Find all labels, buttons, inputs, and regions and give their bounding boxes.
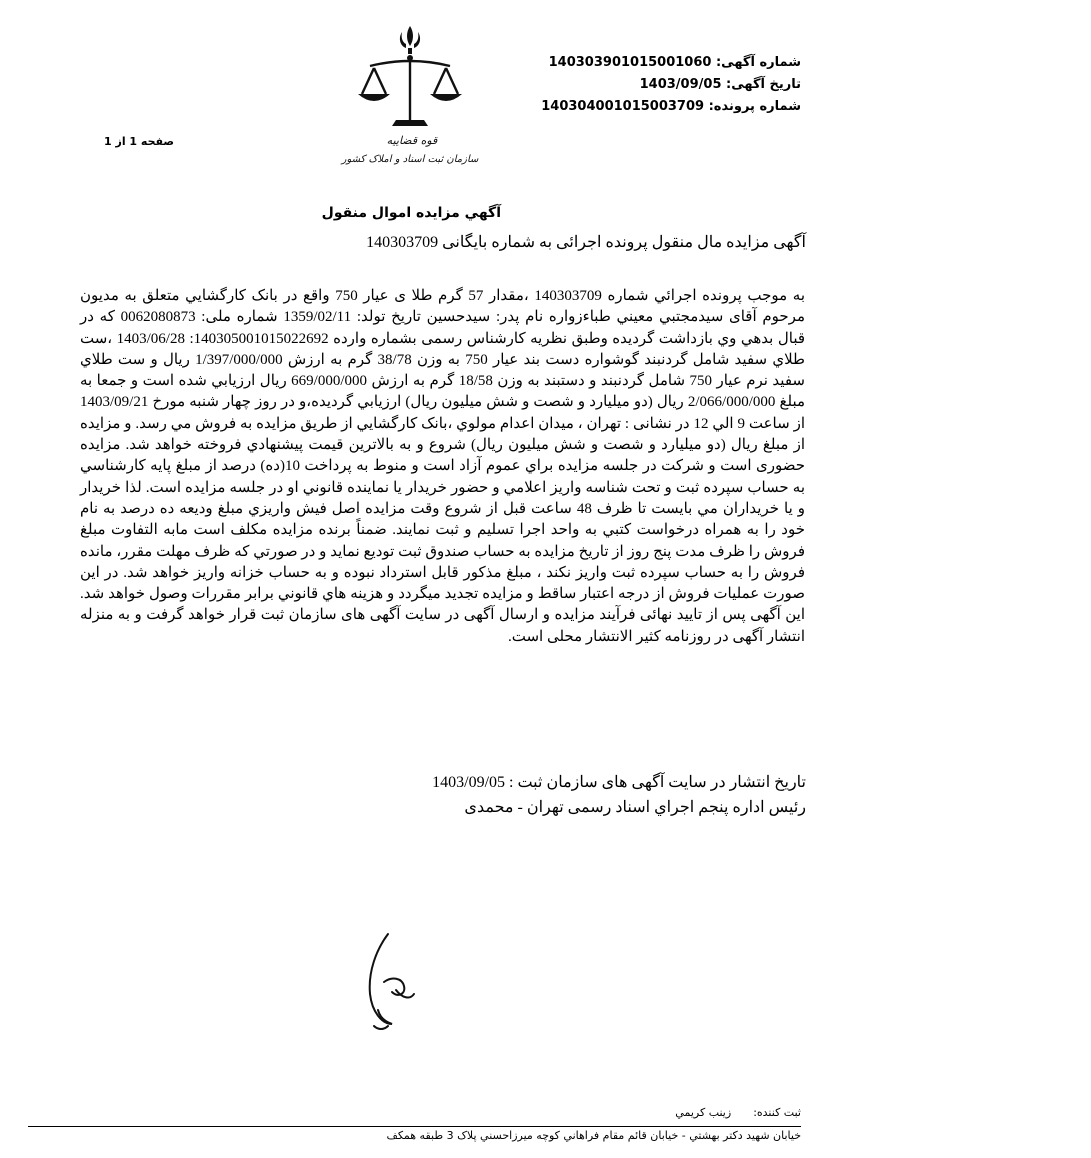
- ad-number: 140303901015001060: [548, 55, 712, 70]
- case-number-label: شماره پرونده:: [708, 99, 801, 114]
- ad-number-label: شماره آگهی:: [715, 55, 801, 70]
- registrar-label: ثبت کننده:: [753, 1106, 801, 1119]
- judiciary-logo: [340, 22, 480, 172]
- case-number: 140304001015003709: [541, 99, 705, 114]
- body-paragraph: به موجب پرونده اجرائي شماره 140303709 ،مقدار 57 گرم طلا ی عیار 750 واقع در بانک کارگشايي متعلق به مديون مرحوم آقای سیدمجتبي معیني طباءزواره نام پدر: سیدحسین تاريخ تولد: 1359/02/11 شماره ملی: 0062080873 که در قبال بدهي وي بازداشت گرديده وطبق نظريه کارشناس رسمی بشماره وارده 140305001015022692: 1403/06/28 ،ست طلاي سفيد شامل گردنبند گوشواره دست بند عيار 750 به وزن 38/78 گرم به ارزش 1/397/000/000 ريال و ست طلاي سفيد نرم عيار 750 شامل گردنبند و دستبند به وزن 18/58 گرم به ارزش 669/000/000 ريال ارزيابي شده است و جمعا به مبلغ 2/066/000/000 ريال (دو ميليارد و شصت و شش ميليون ريال) ارزيابي گرديده،و در روز چهار شنبه مورخ 1403/09/21 از ساعت 9 الي 12 در نشانی : تهران ، ميدان اعدام مولوي ،بانک کارگشايي از طريق مزايده به فروش مي رسد. و مزايده از مبلغ ريال (دو ميليارد و شصت و شش ميليون ريال) شروع و به بالاترين قيمت پيشنهادي فروخته خواهد شد. مزايده حضوری است و شرکت در جلسه مزايده براي عموم آزاد است و منوط به پرداخت 10(ده) درصد از مبلغ پايه کارشناسي به حساب سپرده ثبت و تحت شناسه واريز اعلامي و حضور خريدار يا نماينده قانوني او در جلسه مزايده است. لذا خريدار و يا خريداران مي بايست تا ظرف 48 ساعت قبل از شروع وقت مزايده اصل فيش واريزي مبلغ وديعه ده درصد به نام خود را به همراه درخواست کتبي به واحد اجرا تسليم و ثبت نمايند. ضمناً برنده مزايده مکلف است مابه التفاوت مبلغ فروش را ظرف مدت پنج روز از تاريخ مزايده به حساب صندوق ثبت توديع نمايد و در صورتي که ظرف مهلت مقرر، مانده فروش را به حساب سپرده ثبت واريز نکند ، مبلغ مذکور قابل استرداد نبوده و به حساب خزانه واريز خواهد شد. در اين صورت عمليات فروش از درجه اعتبار ساقط و مزايده تجديد ميگردد و هزينه هاي قانوني برابر مقررات وصول خواهد شد. این آگهی پس از تایید نهائی فرآیند مزایده و ارسال آگهی در سایت آگهی های سازمان ثبت قرار خواهد گرفت و به منزله انتشار آگهی در روزنامه کثیر الانتشار محلی است.: [80, 288, 806, 645]
- ad-date-label: تاریخ آگهی:: [726, 77, 801, 92]
- signature-icon: [318, 920, 428, 1038]
- page-number: صفحه 1 از 1: [104, 135, 175, 148]
- ad-meta: [541, 52, 801, 118]
- case-number-row: [541, 96, 801, 118]
- logo-org-line1: قوه قضاییه: [386, 134, 438, 147]
- registrar-row: [675, 1106, 801, 1119]
- footer-address: خيابان شهيد دکتر بهشتي - خيابان قائم مقام فراهاني کوچه ميرزاحسني پلاک 3 طبقه همکف: [386, 1129, 801, 1142]
- page-subtitle: آگهی مزایده مال منقول پرونده اجرائی به شماره بایگانی 140303709: [366, 234, 806, 251]
- registrar-name: زينب کريمي: [675, 1106, 732, 1119]
- page-title: آگهي مزايده اموال منقول: [321, 205, 501, 221]
- auction-body: [80, 286, 805, 648]
- ad-date-row: [541, 74, 801, 96]
- ad-date: 1403/09/05: [639, 77, 722, 92]
- ad-number-row: [541, 52, 801, 74]
- footer-divider: [28, 1126, 801, 1127]
- signer-line: رئیس اداره پنجم اجراي اسناد رسمی تهران - محمدی: [464, 799, 806, 816]
- publication-date: تاریخ انتشار در سایت آگهی های سازمان ثبت : 1403/09/05: [432, 774, 806, 791]
- scales-emblem-icon: [340, 22, 480, 172]
- logo-org-line2: سازمان ثبت اسناد و املاک کشور: [341, 154, 479, 165]
- publication-block: [432, 770, 806, 820]
- handwritten-signature: [318, 920, 428, 1038]
